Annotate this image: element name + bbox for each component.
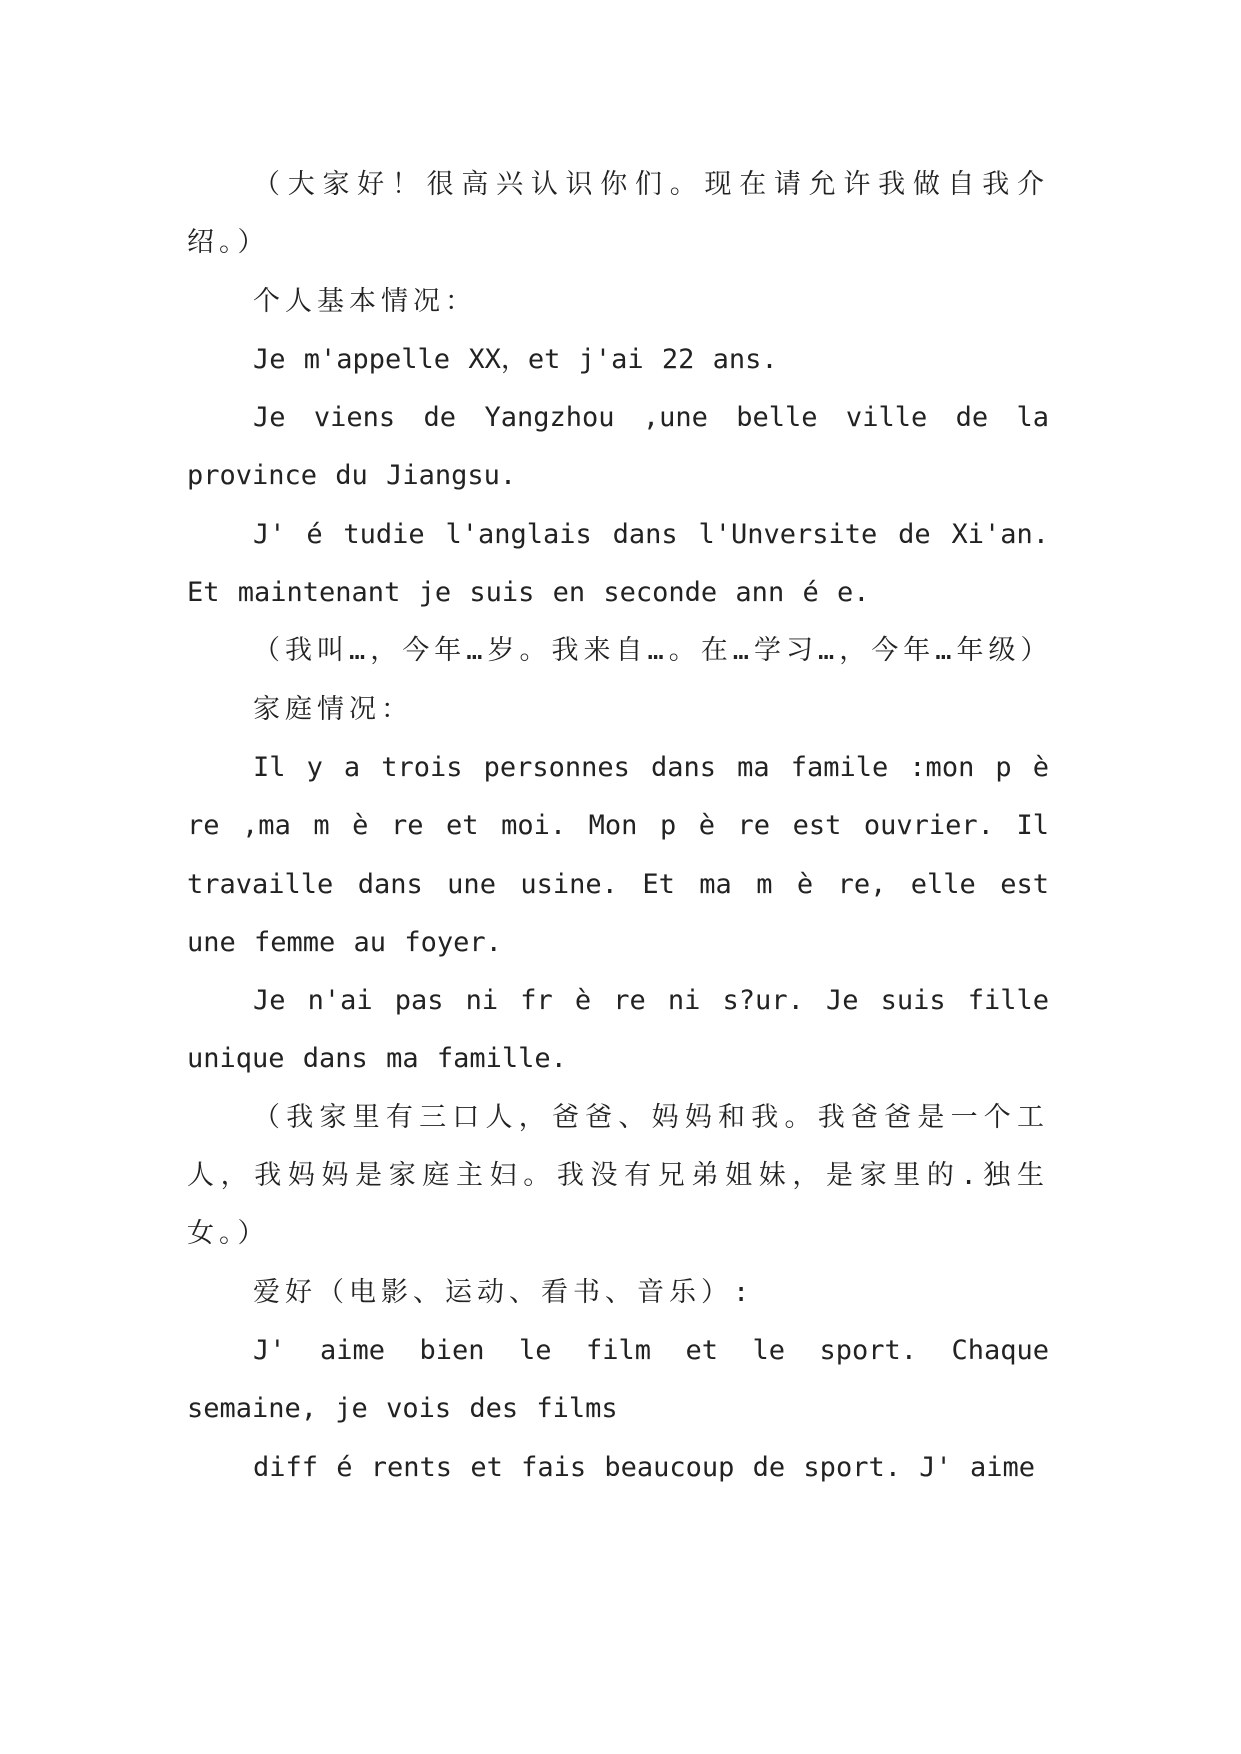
french-hobbies-continued-paragraph: diff é rents et fais beaucoup de sport. J' aime [253,1451,1036,1483]
section-heading-hobbies: 爱好（电影、运动、看书、音乐）: [253,1276,755,1308]
chinese-personal-info-template: （我叫…，今年…岁。我来自…。在…学习…，今年…年级） [253,635,1053,667]
document-body [187,156,1053,1497]
french-hobbies-paragraph: J' aime bien le film et le sport. Chaque semaine, je vois des films [187,1334,1049,1425]
section-heading-personal-info: 个人基本情况： [253,285,477,317]
french-siblings-paragraph: Je n'ai pas ni fr è re ni s?ur. Je suis fille unique dans ma famille. [187,985,1049,1075]
section-heading-family: 家庭情况： [253,693,413,725]
chinese-family-paragraph: （我家里有三口人，爸爸、妈妈和我。我爸爸是一个工人，我妈妈是家庭主妇。我没有兄弟姐妹，是家里的.独生女。） [187,1101,1049,1250]
french-study-paragraph: J' é tudie l'anglais dans l'Unversite de Xi'an. Et maintenant je suis en seconde ann é e. [187,518,1049,609]
french-family-paragraph: Il y a trois personnes dans ma famile :mon p è re ,ma m è re et moi. Mon p è re est ouvrier. Il travaille dans une usine. Et ma m è re, elle est une femme au foyer. [187,751,1049,958]
french-name-age-line: Je m'appelle XX，et j'ai 22 ans. [253,343,778,375]
french-hometown-paragraph: Je viens de Yangzhou ,une belle ville de la province du Jiangsu. [187,402,1049,492]
chinese-greeting-paragraph: （大家好！很高兴认识你们。现在请允许我做自我介绍。） [187,169,1049,259]
